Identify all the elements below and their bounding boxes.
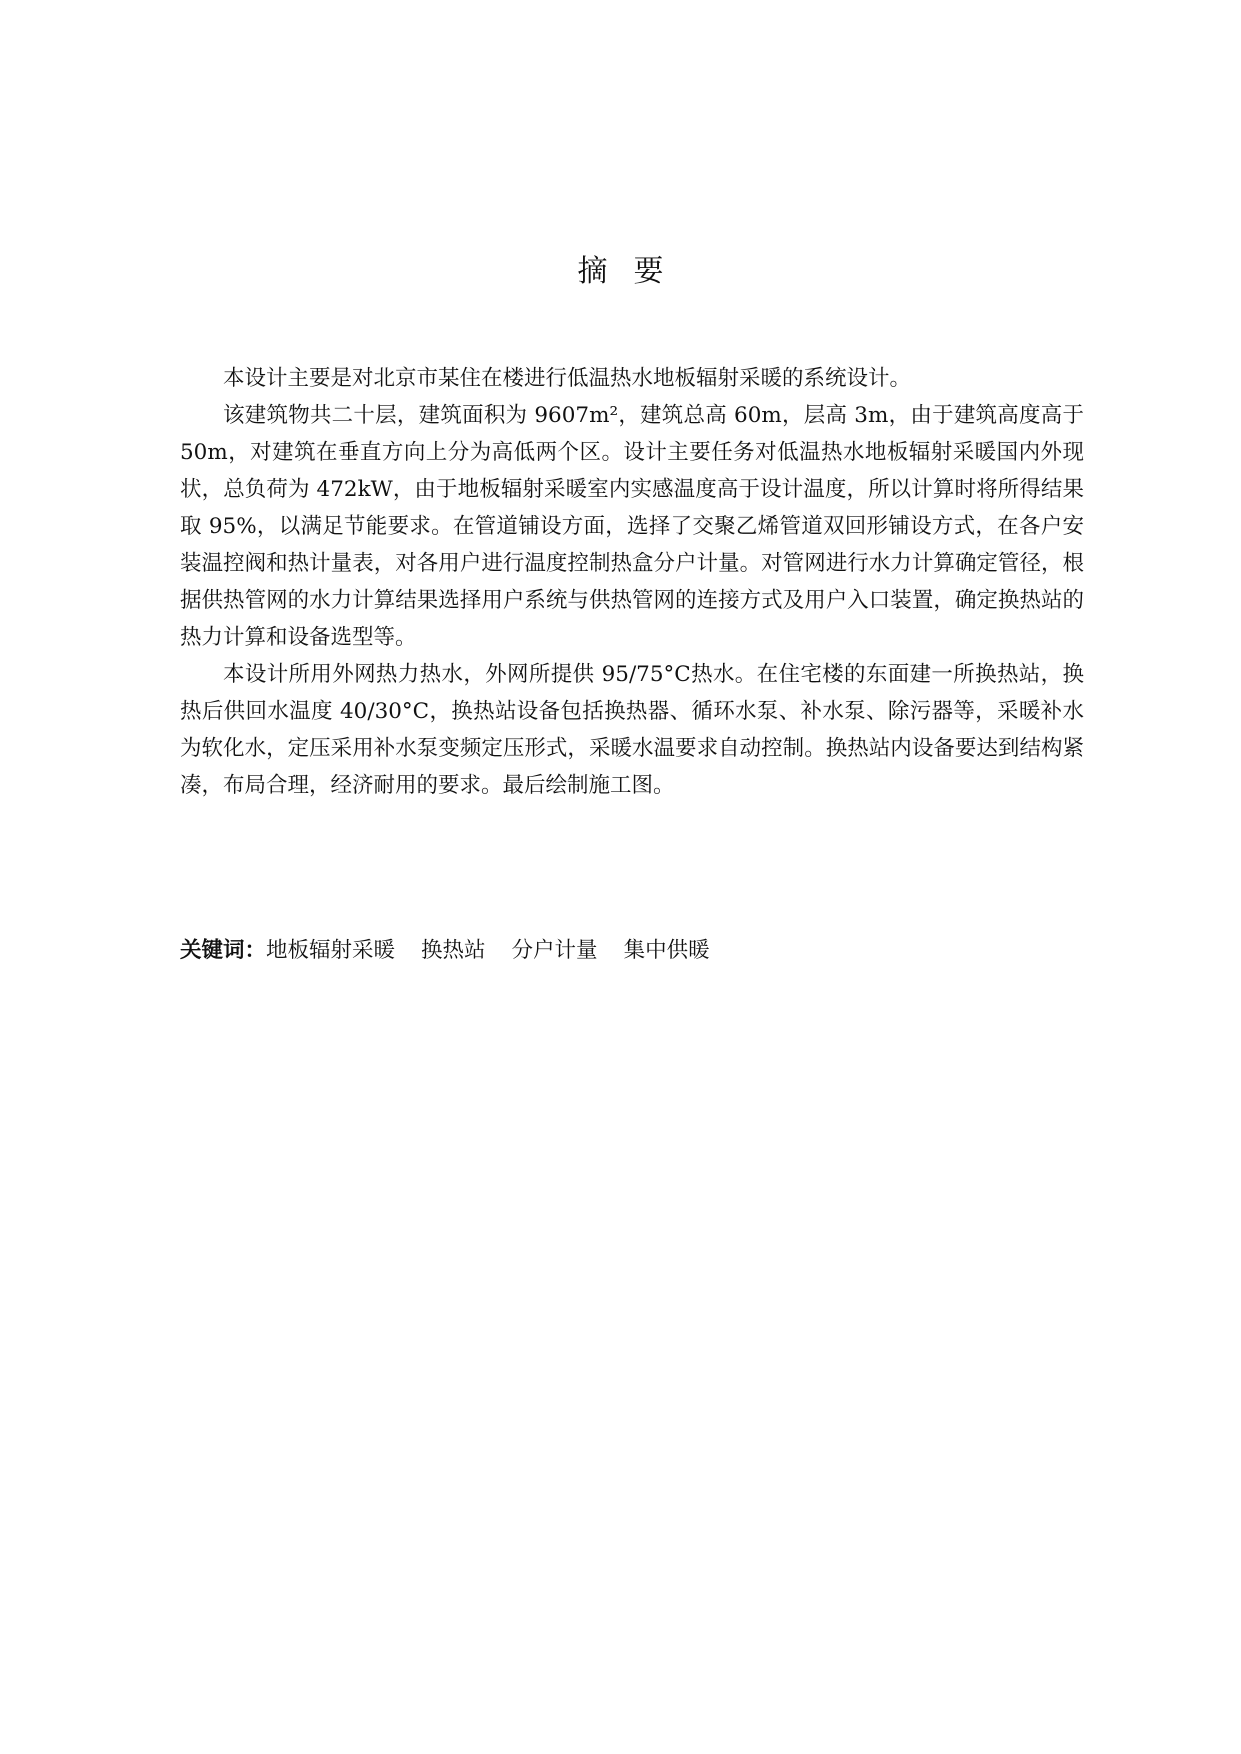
- keyword-item: 换热站: [421, 938, 486, 963]
- abstract-paragraph-3: 本设计所用外网热力热水，外网所提供 95/75°C热水。在住宅楼的东面建一所换热站，换热后供回水温度 40/30°C，换热站设备包括换热器、循环水泵、补水泵、除污器等，采暖补水为软化水，定压采用补水泵变频定压形式，采暖水温要求自动控制。换热站内设备要达到结构紧凑，布局合理，经济耐用的要求。最后绘制施工图。: [180, 662, 1084, 798]
- abstract-title: 摘要: [577, 254, 690, 289]
- abstract-paragraph-1: 本设计主要是对北京市某住在楼进行低温热水地板辐射采暖的系统设计。: [223, 366, 912, 391]
- keywords-label: 关键词：: [180, 938, 267, 963]
- abstract-paragraph-2: 该建筑物共二十层，建筑面积为 9607m²，建筑总高 60m，层高 3m，由于建筑高度高于 50m，对建筑在垂直方向上分为高低两个区。设计主要任务对低温热水地板辐射采暖国内外现状，总负荷为 472kW，由于地板辐射采暖室内实感温度高于设计温度，所以计算时将所得结果取 95%，以满足节能要求。在管道铺设方面，选择了交聚乙烯管道双回形铺设方式，在各户安装温控阀和热计量表，对各用户进行温度控制热盒分户计量。对管网进行水力计算确定管径，根据供热管网的水力计算结果选择用户系统与供热管网的连接方式及用户入口装置，确定换热站的热力计算和设备选型等。: [180, 403, 1084, 650]
- keywords-line: [180, 932, 1084, 969]
- abstract-body: [180, 360, 1084, 804]
- keyword-item: 分户计量: [511, 938, 598, 963]
- keyword-item: 地板辐射采暖: [266, 938, 396, 963]
- keyword-item: 集中供暖: [623, 938, 710, 963]
